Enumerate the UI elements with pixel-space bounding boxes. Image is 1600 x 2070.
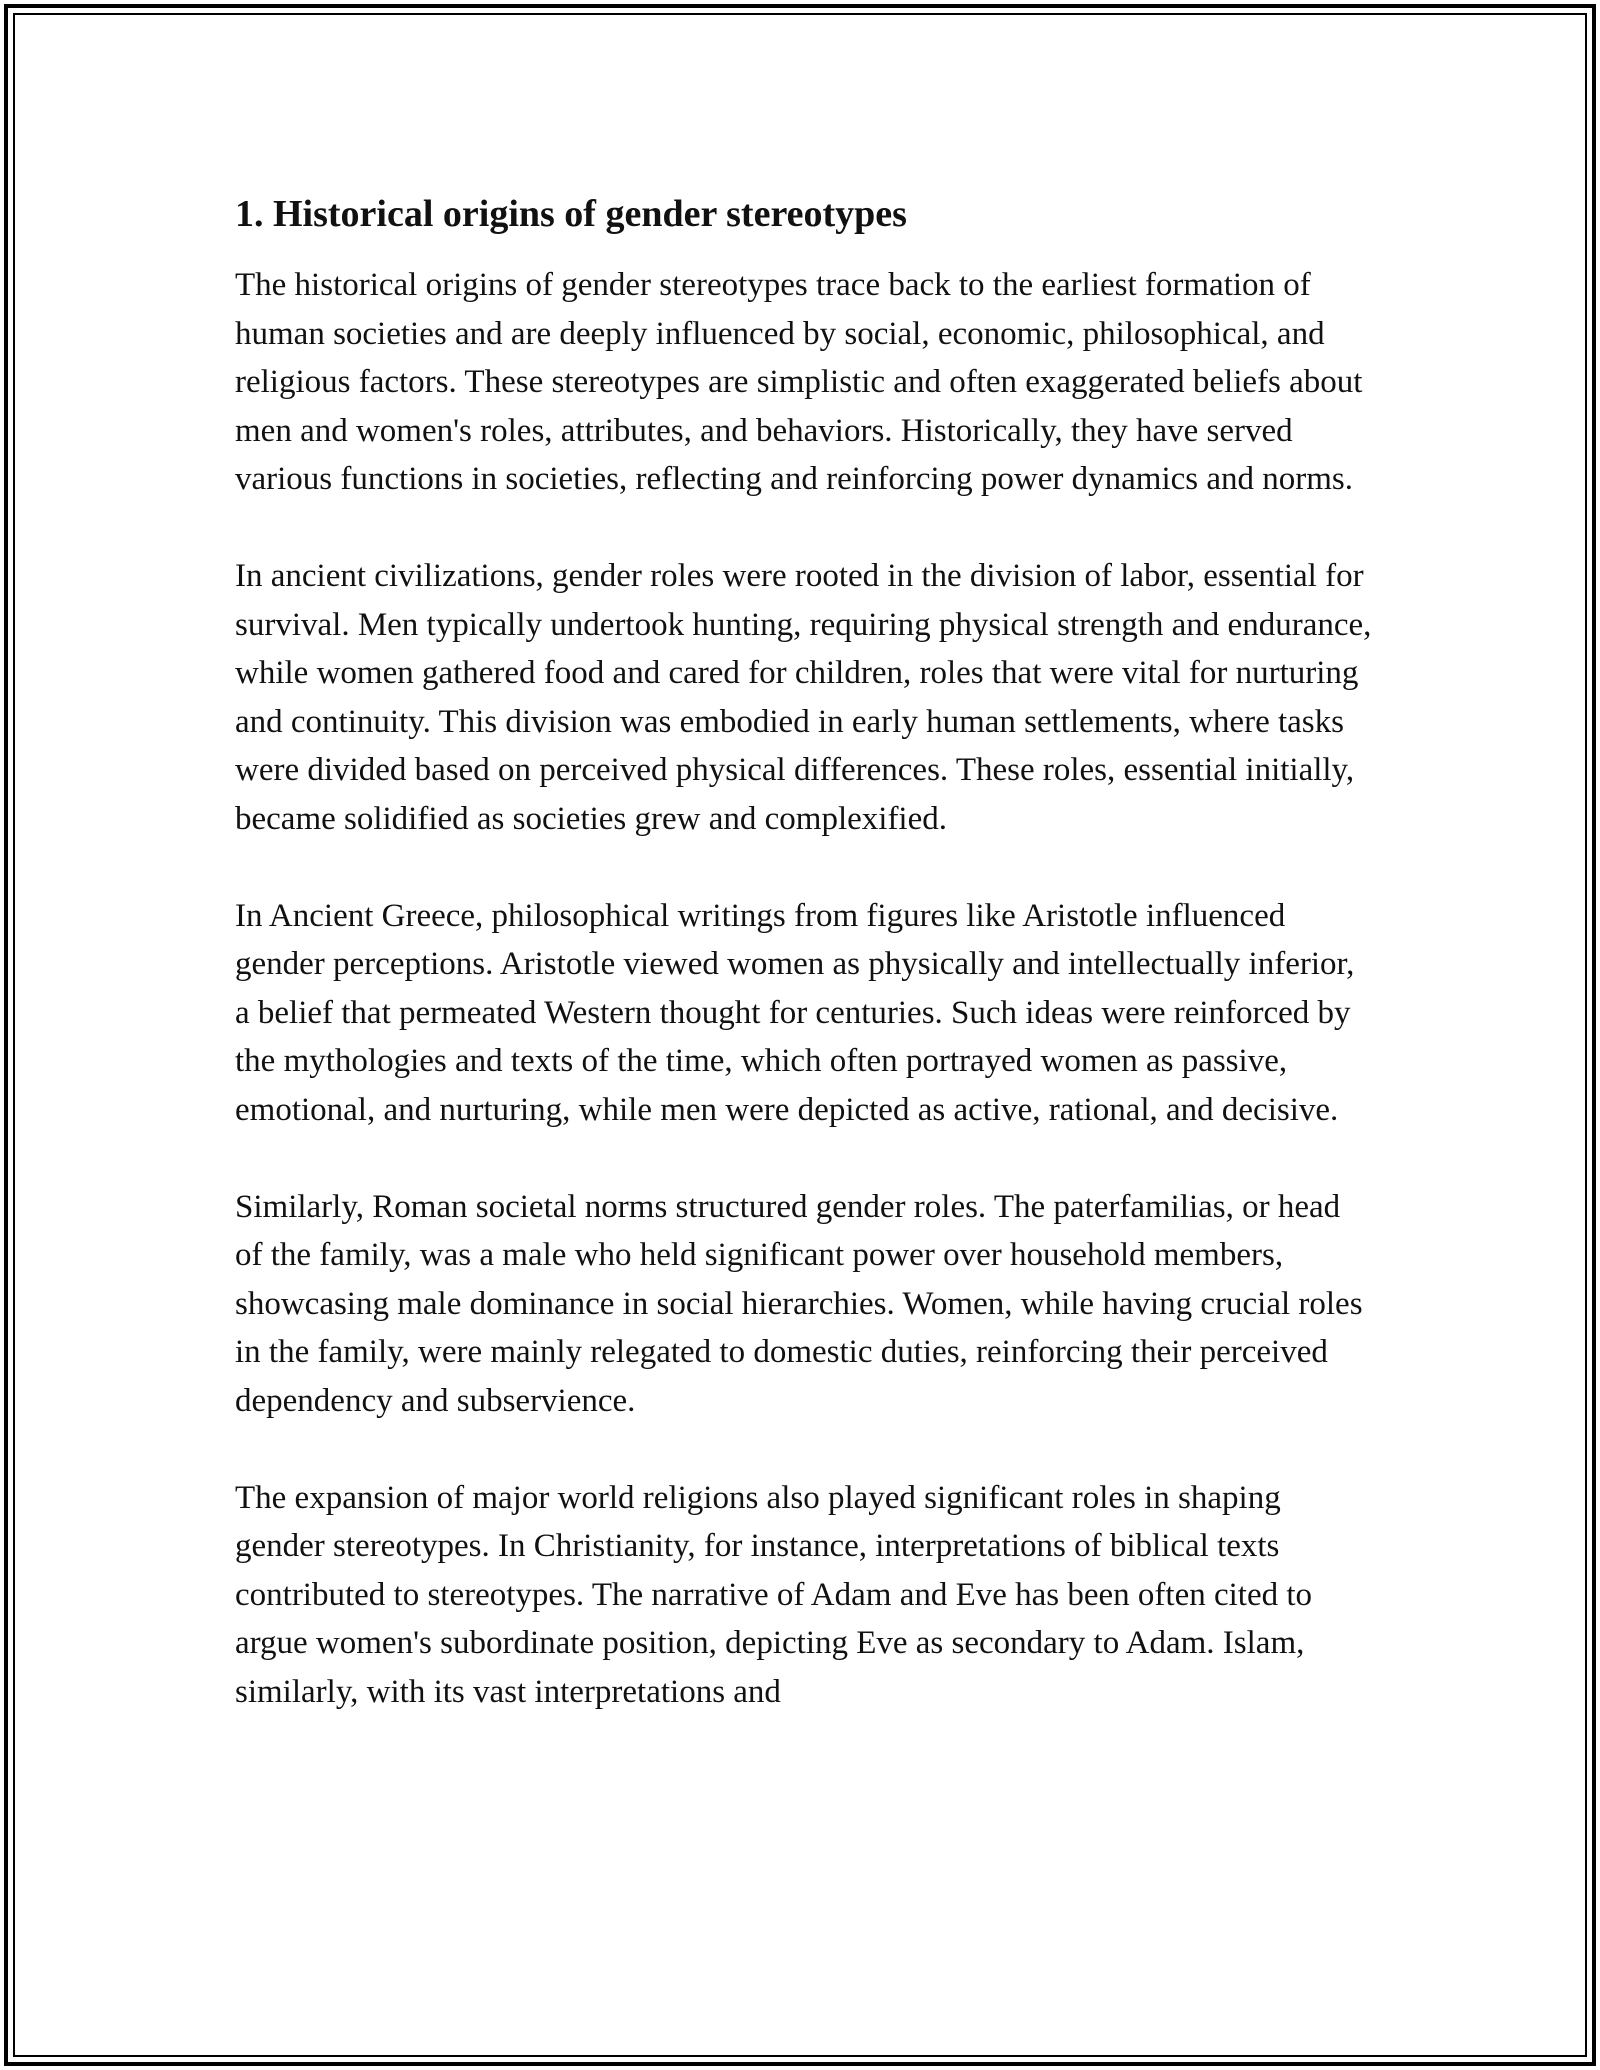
paragraph-1: The historical origins of gender stereotypes trace back to the earliest formation of human societies and are deeply influenced by social, economic, philosophical, and religious factors. These stereotypes are simplistic and often exaggerated beliefs about men and women's roles, attributes, and behaviors. Historically, they have served various functions in societies, reflecting and reinforcing power dynamics and norms. — [235, 267, 1363, 497]
paragraph-3: In Ancient Greece, philosophical writings from figures like Aristotle influenced gender perceptions. Aristotle viewed women as physically and intellectually inferior, a belief that permeated Western thought for centuries. Such ideas were reinforced by the mythologies and texts of the time, which often portrayed women as passive, emotional, and nurturing, while men were depicted as active, rational, and decisive. — [235, 897, 1355, 1128]
document-body — [235, 186, 1375, 1765]
paragraph-4: Similarly, Roman societal norms structured gender roles. The paterfamilias, or head of the family, was a male who held significant power over household members, showcasing male dominance in social hierarchies. Women, while having crucial roles in the family, were mainly relegated to domestic duties, reinforcing their perceived dependency and subservience. — [235, 1188, 1363, 1419]
section-heading: 1. Historical origins of gender stereotypes — [235, 193, 907, 235]
paragraph-2: In ancient civilizations, gender roles were rooted in the division of labor, essential for survival. Men typically undertook hunting, requiring physical strength and endurance, while women gathered food and cared for children, roles that were vital for nurturing and continuity. This division was embodied in early human settlements, where tasks were divided based on perceived physical differences. These roles, essential initially, became solidified as societies grew and complexified. — [235, 558, 1372, 837]
paragraph-5: The expansion of major world religions also played significant roles in shaping gender stereotypes. In Christianity, for instance, interpretations of biblical texts contributed to stereotypes. The narrative of Adam and Eve has been often cited to argue women's subordinate position, depicting Eve as secondary to Adam. Islam, similarly, with its vast interpretations and — [235, 1479, 1313, 1710]
